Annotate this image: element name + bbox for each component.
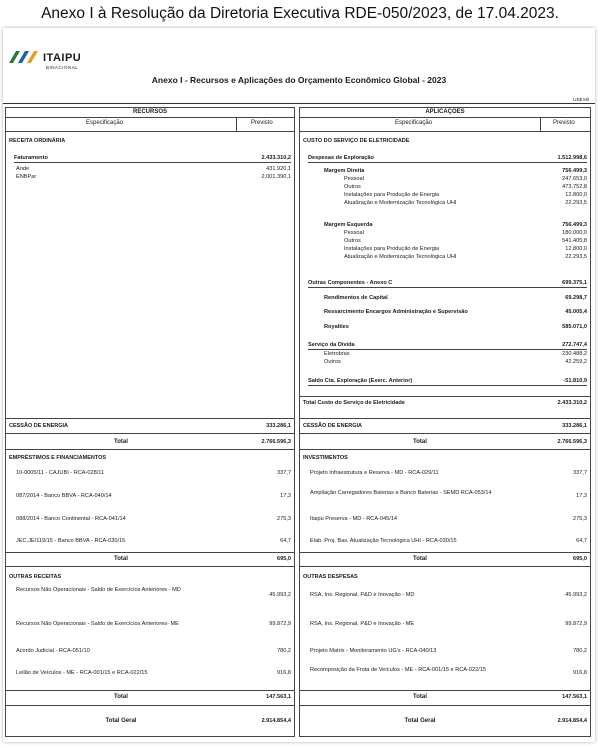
divider [300,690,590,691]
emp-item-value: 337,7 [277,470,291,476]
receita-ordinaria-title: RECEITA ORDINÁRIA [9,138,66,144]
od-total-value: 147.563,1 [562,694,587,700]
emp-item-value: 64,7 [280,538,291,544]
aplicacoes-header: APLICAÇÕES [300,108,590,118]
od-item-value: 780,2 [573,648,587,654]
title-rule [3,103,595,104]
itaipu-logo [9,48,99,72]
enbpar-label: ENBPar [16,174,37,180]
custo-servico-title: CUSTO DO SERVIÇO DE ELETRICIDADE [303,138,410,144]
rendimentos-label: Rendimentos de Capital [324,295,388,301]
total-custo-value: 2.433.310,2 [557,400,587,406]
total-geral-value: 2.914.854,4 [261,718,291,724]
total-label: Total [413,439,427,445]
me-item-label: Instalações para Produção de Energia [344,246,440,252]
outras-total-value: 147.563,1 [266,694,291,700]
md-item-value: 22.293,5 [565,200,587,206]
resolution-heading: Anexo I à Resolução da Diretoria Executiva RDE-050/2023, de 17.04.2023. [41,5,559,22]
cessao-value: 333.286,1 [266,423,291,429]
od-item-label: RSA, Ins. Regional, P&D e Inovação - ME [310,621,415,627]
outras-receitas-title: OUTRAS RECEITAS [9,574,62,580]
royalties-label: Royalties [324,324,349,330]
od-total-label: Total [413,694,427,700]
md-item-label: Atualização e Modernização Tecnológica UHI [344,200,457,206]
divider [6,552,294,553]
emp-total-value: 695,0 [277,556,291,562]
divider [300,552,590,553]
divider [6,566,294,567]
aplicacoes-col-headers [300,117,590,132]
emp-item-label: JEC.JE/119/15 - Banco BBVA - RCA-030/15 [16,538,126,544]
od-item-label: Projeto Matrix - Monitoramento UG's - RCA-040/13 [310,648,437,654]
inv-item-label: Elab. Proj. Bas. Atualização Tecnológica UHI - RCA-030/15 [310,538,457,544]
faturamento-underline [14,162,291,163]
total-geral-label: Total Geral [404,718,436,724]
inv-item-value: 275,3 [573,516,587,522]
divider [6,705,294,706]
emp-item-label: 10-0005/11 - CAJUBI - RCA-028/11 [16,470,105,476]
servico-divida-underline [308,349,587,350]
outras-item-value: 45.993,2 [269,592,291,598]
divider [300,566,590,567]
divider [300,396,590,397]
inv-total-value: 695,0 [573,556,587,562]
recursos-col-headers [6,117,294,132]
md-item-label: Instalações para Produção de Energia [344,192,440,198]
me-item-label: Atualização e Modernização Tecnológica UHI [344,254,457,260]
inv-item-value: 17,3 [576,493,587,499]
cessao-label: CESSÃO DE ENERGIA [9,423,68,429]
outros-divida-value: 42.259,2 [565,359,587,365]
outras-despesas-title: OUTRAS DESPESAS [303,574,358,580]
col-spec: Especificação [86,120,124,126]
despesas-value: 1.512.998,6 [557,155,587,161]
total-geral-label: Total Geral [105,718,137,724]
emp-item-label: 087/2014 - Banco BBVA - RCA-040/14 [16,493,112,499]
outras-item-value: 780,2 [277,648,291,654]
divider [300,449,590,450]
outros-divida-label: Outros [324,359,341,365]
md-item-value: 473.752,8 [562,184,587,190]
me-item-label: Outros [344,238,361,244]
cessao-label: CESSÃO DE ENERGIA [303,423,362,429]
despesas-underline [308,162,587,163]
me-value: 756.499,3 [562,222,587,228]
col-prev: Previsto [553,120,575,126]
divider [6,449,294,450]
outras-total-label: Total [114,694,128,700]
faturamento-value: 2.433.310,2 [261,155,291,161]
me-item-value: 180.000,0 [562,230,587,236]
eletrobras-value: 230.488,2 [562,351,587,357]
inv-total-label: Total [413,556,427,562]
col-prev: Previsto [251,120,273,126]
budget-document [3,28,595,742]
od-item-value: 99.872,9 [565,621,587,627]
emp-item-value: 275,3 [277,516,291,522]
outras-item-value: 916,8 [277,670,291,676]
faturamento-label: Faturamento [14,155,48,161]
me-item-value: 22.293,5 [565,254,587,260]
inv-item-label: Projeto Infraestrutura e Reserva - MD - RCA-029/11 [310,470,439,476]
ande-value: 431.920,1 [266,166,291,172]
col-sep [540,117,541,131]
recursos-header: RECURSOS [6,108,294,118]
inv-item-value: 64,7 [576,538,587,544]
ande-label: Ande [16,166,30,172]
document-title: Anexo I - Recursos e Aplicações do Orçamento Econômico Global - 2023 [151,75,447,85]
divider [300,705,590,706]
outras-componentes-value: 699.375,1 [562,280,587,286]
od-item-label: Recomposição da Frota de Veículos - ME - RCA-001/15 e RCA-022/15 [310,667,486,673]
rendimentos-value: 69.298,7 [565,295,587,301]
royalties-value: 585.071,0 [562,324,587,330]
saldo-underline [308,385,587,386]
emp-item-label: 088/2014 - Banco Continental - RCA-041/14 [16,516,126,522]
inv-item-value: 337,7 [573,470,587,476]
inv-item-label: Ampliação Carregadores Baterias e Banco Baterias - SEMD RCA-053/14 [310,490,492,496]
total-value: 2.766.596,3 [261,439,291,445]
emp-item-value: 17,3 [280,493,291,499]
emp-total-label: Total [114,556,128,562]
od-item-label: RSA, Ins. Regional, P&D e Inovação - MD [310,592,415,598]
emprestimos-title: EMPRÉSTIMOS E FINANCIAMENTOS [9,455,107,461]
investimentos-title: INVESTIMENTOS [303,455,348,461]
col-sep [236,117,237,131]
me-label: Margem Esquerda [324,222,373,228]
servico-divida-value: 272.747,4 [562,342,587,348]
total-value: 2.766.596,3 [557,439,587,445]
md-value: 756.499,3 [562,168,587,174]
divider [6,418,294,419]
md-item-label: Pessoal [344,176,364,182]
currency-unit: US$ Mil [573,97,589,102]
servico-divida-label: Serviço da Dívida [308,342,355,348]
cessao-value: 333.286,1 [562,423,587,429]
divider [300,433,590,434]
logo-subtitle: BINACIONAL [46,65,79,70]
me-item-value: 541.405,8 [562,238,587,244]
md-item-value: 247.653,0 [562,176,587,182]
col-spec: Especificação [395,120,433,126]
od-item-value: 916,8 [573,670,587,676]
md-label: Margem Direita [324,168,365,174]
logo-name: ITAIPU [43,52,82,64]
outras-componentes-label: Outras Componentes - Anexo C [308,280,393,286]
eletrobras-label: Eletrobras [324,351,350,357]
ressarcimento-value: 45.005,4 [565,309,587,315]
outras-item-label: Recursos Não Operacionais - Saldo de Exercícios Anteriores - MD [16,587,181,593]
ressarcimento-label: Ressarcimento Encargos Administração e Supervisão [324,309,468,315]
inv-item-label: Itaipu Preserva - MD - RCA-045/14 [310,516,398,522]
od-item-value: 45.993,2 [565,592,587,598]
recursos-column [5,107,295,737]
aplicacoes-column [299,107,591,737]
total-geral-value: 2.914.854,4 [557,718,587,724]
saldo-exploracao-label: Saldo Cta. Exploração (Exerc. Anterior) [308,378,413,384]
outras-componentes-underline [308,287,587,288]
outras-item-label: Leilão de Veículos - ME - RCA-001/15 e RCA-022/15 [16,670,148,676]
md-item-value: 12.800,0 [565,192,587,198]
me-item-label: Pessoal [344,230,364,236]
despesas-label: Despesas de Exploração [308,155,374,161]
divider [6,433,294,434]
outras-item-value: 99.872,9 [269,621,291,627]
md-item-label: Outros [344,184,361,190]
me-item-value: 12.800,0 [565,246,587,252]
saldo-exploracao-value: -51.810,9 [563,378,587,384]
total-custo-label: Total Custo do Serviço de Eletricidade [303,400,405,406]
outras-item-label: Recursos Não Operacionais - Saldo de Exercícios Anteriores- ME [16,621,179,627]
enbpar-value: 2.001.390,1 [261,174,291,180]
outras-item-label: Acordo Judicial - RCA-051/10 [16,648,90,654]
divider [300,418,590,419]
itaipu-mark-icon [9,50,41,64]
divider [6,690,294,691]
total-label: Total [114,439,128,445]
